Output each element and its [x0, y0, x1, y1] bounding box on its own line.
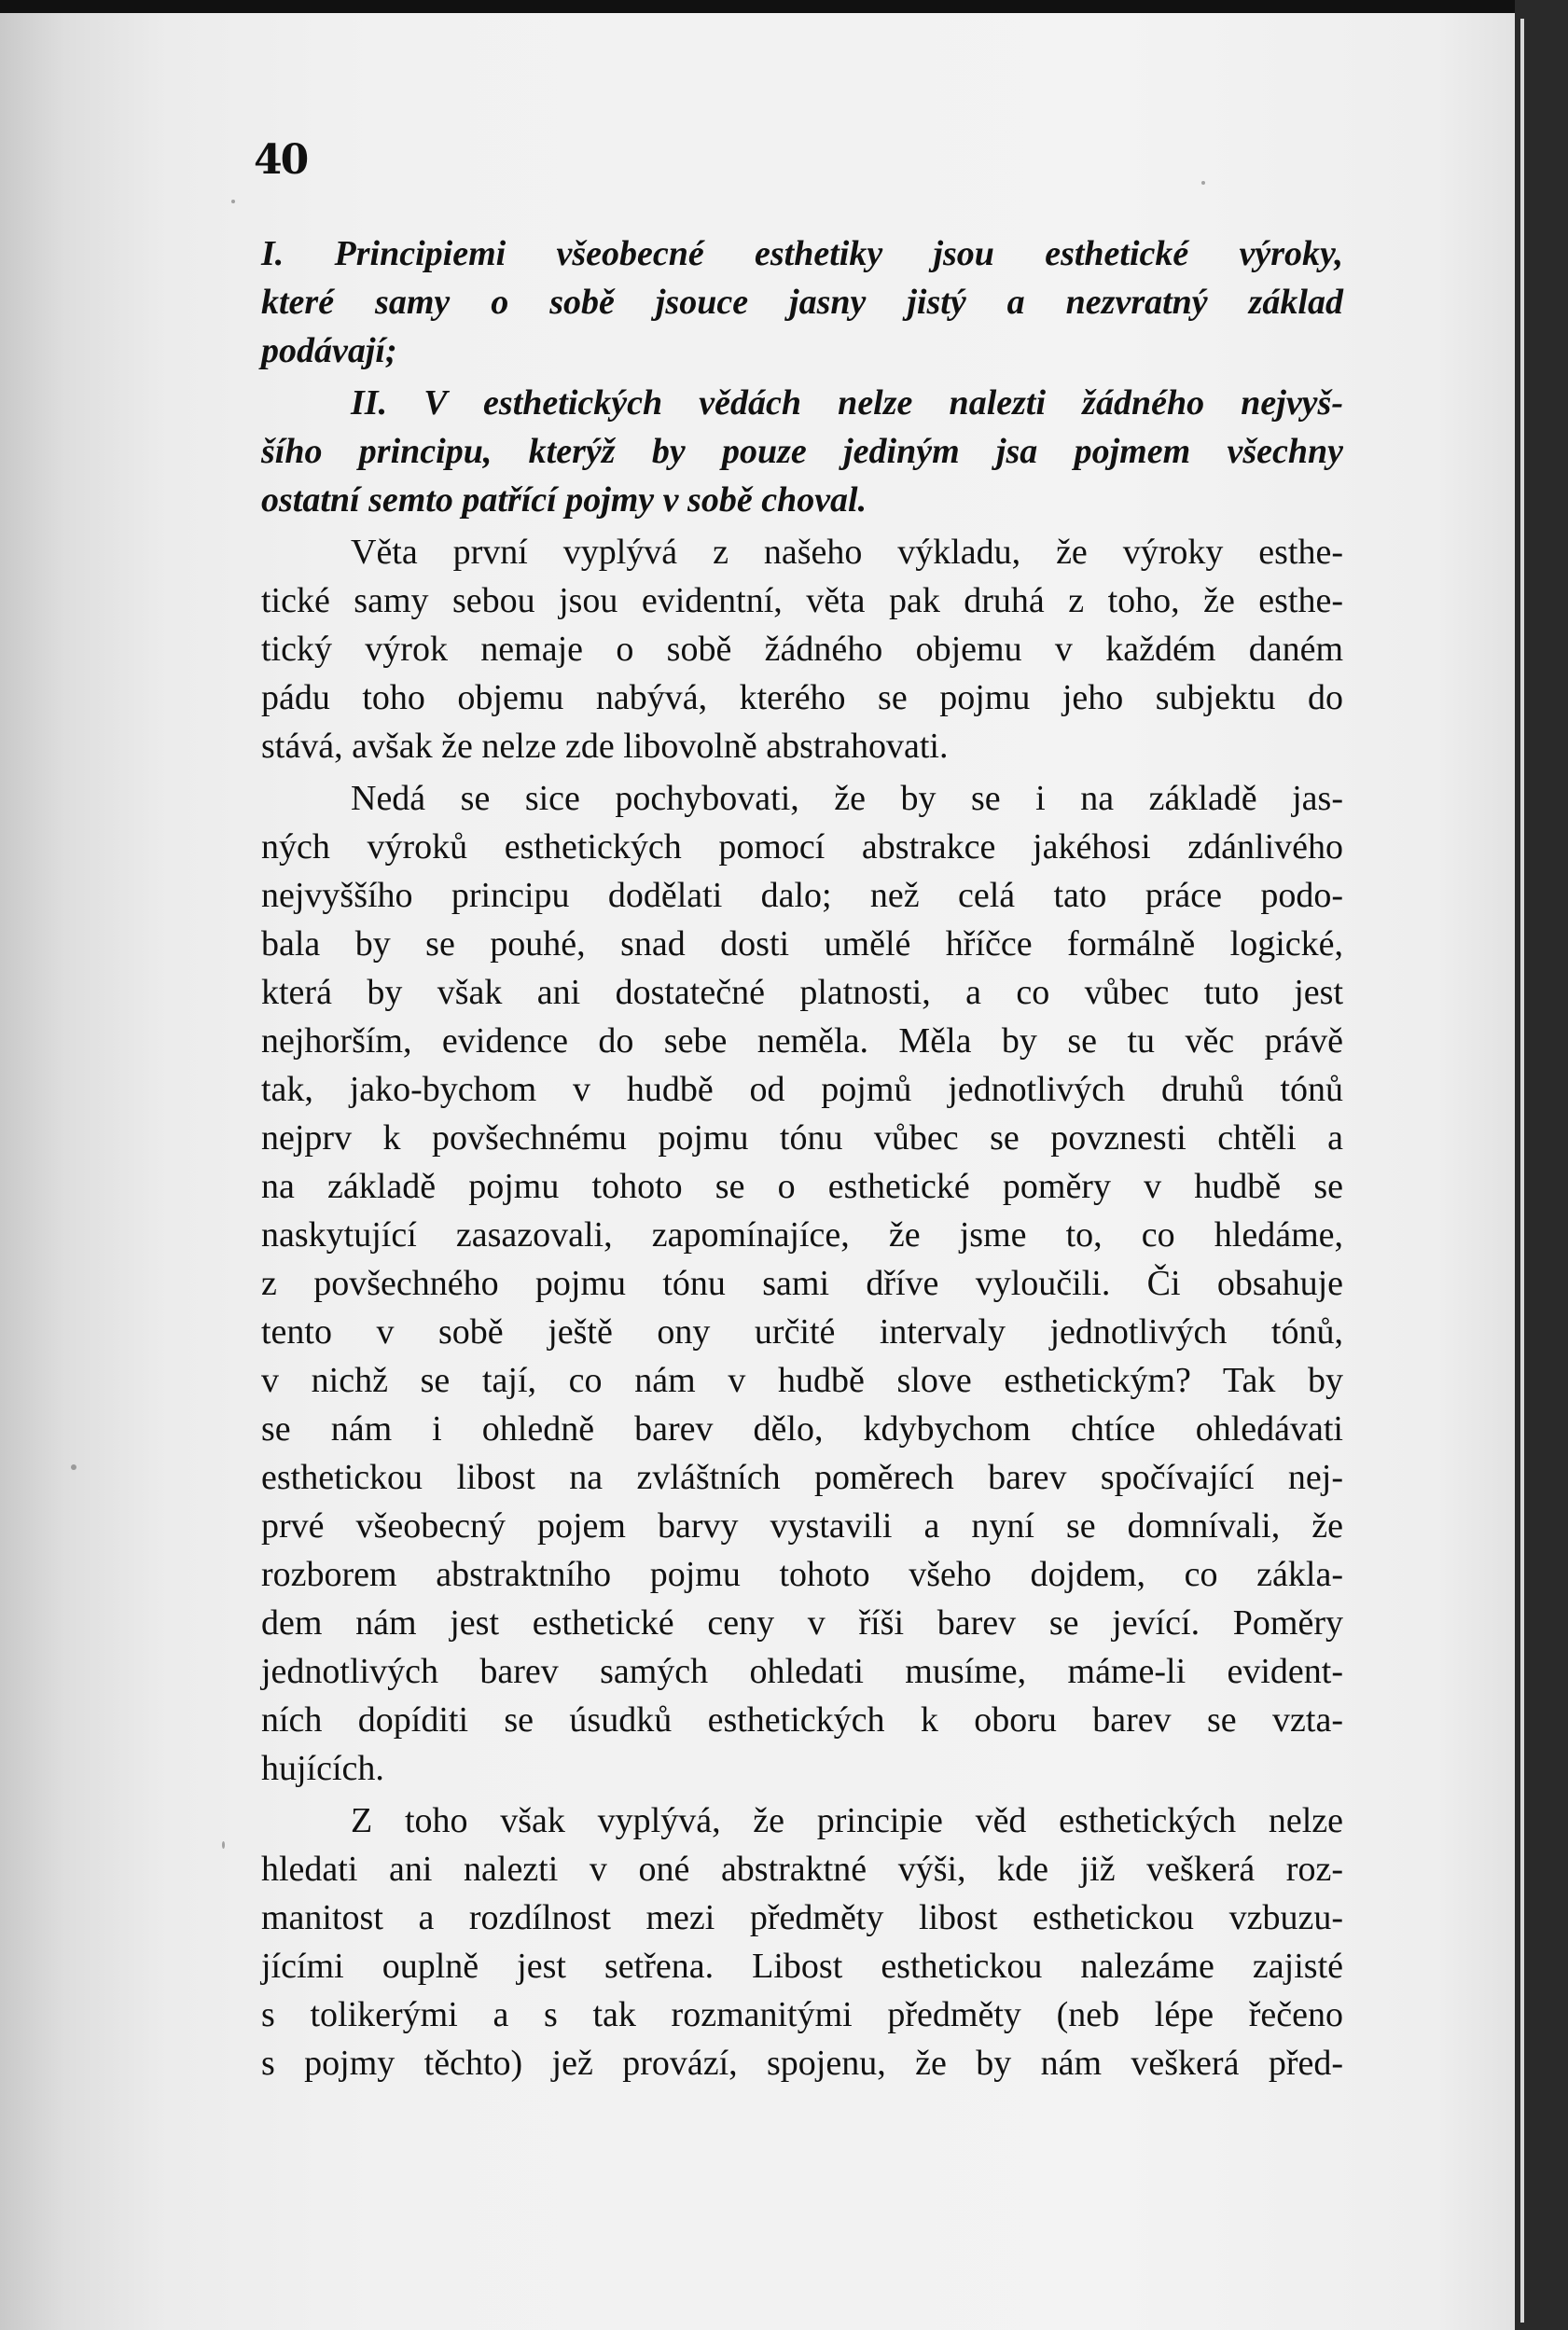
text-line: pádu toho objemu nabývá, kterého se pojmu jeho subjektu do [261, 678, 1343, 717]
text-line: které samy o sobě jsouce jasny jistý a nezvratný základ [261, 283, 1343, 322]
scan-speck [71, 1464, 76, 1470]
text-line: se nám i ohledně barev dělo, kdybychom chtíce ohledávati [261, 1409, 1343, 1449]
text-line: tak, jako-bychom v hudbě od pojmů jednotlivých druhů tónů [261, 1070, 1343, 1109]
text-line: podávají; [261, 331, 397, 370]
text-line: tický výrok nemaje o sobě žádného objemu v každém daném [261, 630, 1343, 669]
text-line: manitost a rozdílnost mezi předměty libost esthetickou vzbuzu- [261, 1898, 1343, 1937]
text-line: nejvyššího principu dodělati dalo; než celá tato práce podo- [261, 876, 1343, 915]
text-line: I. Principiemi všeobecné esthetiky jsou esthetické výroky, [261, 234, 1343, 273]
text-line: hujících. [261, 1749, 384, 1788]
text-line: nejhorším, evidence do sebe neměla. Měla by se tu věc právě [261, 1021, 1343, 1061]
text-line: Věta první vyplývá z našeho výkladu, že výroky esthe- [351, 533, 1343, 572]
text-line: prvé všeobecný pojem barvy vystavili a nyní se domnívali, že [261, 1506, 1343, 1546]
text-line: na základě pojmu tohoto se o esthetické poměry v hudbě se [261, 1167, 1343, 1206]
text-line: hledati ani nalezti v oné abstraktné výši, kde již veškerá roz- [261, 1850, 1343, 1889]
text-line: bala by se pouhé, snad dosti umělé hříčce formálně logické, [261, 924, 1343, 964]
text-line: která by však ani dostatečné platnosti, a co vůbec tuto jest [261, 973, 1343, 1012]
text-line: ních dopíditi se úsudků esthetických k oboru barev se vzta- [261, 1700, 1343, 1740]
text-line: II. V esthetických vědách nelze nalezti žádného nejvyš- [351, 383, 1343, 423]
text-line: naskytující zasazovali, zapomínajíce, že jsme to, co hledáme, [261, 1215, 1343, 1255]
text-line: dem nám jest esthetické ceny v říši barev se jevící. Poměry [261, 1603, 1343, 1643]
book-page [0, 13, 1515, 2330]
text-line: jícími ouplně jest setřena. Libost esthetickou nalezáme zajisté [261, 1947, 1343, 1986]
text-line: Nedá se sice pochybovati, že by se i na základě jas- [351, 779, 1343, 818]
text-line: tento v sobě ještě ony určité intervaly jednotlivých tónů, [261, 1312, 1343, 1352]
text-line: nejprv k povšechnému pojmu tónu vůbec se povznesti chtěli a [261, 1118, 1343, 1158]
scan-speck [1201, 181, 1205, 185]
text-line: stává, avšak že nelze zde libovolně abstrahovati. [261, 727, 949, 766]
text-line: jednotlivých barev samých ohledati musíme, máme-li evident- [261, 1652, 1343, 1691]
page-number: 40 [254, 136, 308, 184]
text-line: v nichž se tají, co nám v hudbě slove esthetickým? Tak by [261, 1361, 1343, 1400]
text-line: ostatní semto patřící pojmy v sobě choval. [261, 480, 867, 520]
text-line: šího principu, kterýž by pouze jediným jsa pojmem všechny [261, 432, 1343, 471]
scan-next-page-edge [1520, 19, 1524, 2323]
text-line: tické samy sebou jsou evidentní, věta pak druhá z toho, že esthe- [261, 581, 1343, 620]
text-line: rozborem abstraktního pojmu tohoto všeho dojdem, co zákla- [261, 1555, 1343, 1594]
text-line: s pojmy těchto) jež provází, spojenu, že by nám veškerá před- [261, 2044, 1343, 2083]
text-line: ných výroků esthetických pomocí abstrakce jakéhosi zdánlivého [261, 827, 1343, 867]
text-line: Z toho však vyplývá, že principie věd esthetických nelze [351, 1801, 1343, 1840]
text-line: z povšechného pojmu tónu sami dříve vyloučili. Či obsahuje [261, 1264, 1343, 1303]
scan-speck [231, 200, 235, 203]
scan-speck [222, 1841, 225, 1849]
text-line: esthetickou libost na zvláštních poměrech barev spočívající nej- [261, 1458, 1343, 1497]
text-line: s tolikerými a s tak rozmanitými předměty (neb lépe řečeno [261, 1995, 1343, 2034]
